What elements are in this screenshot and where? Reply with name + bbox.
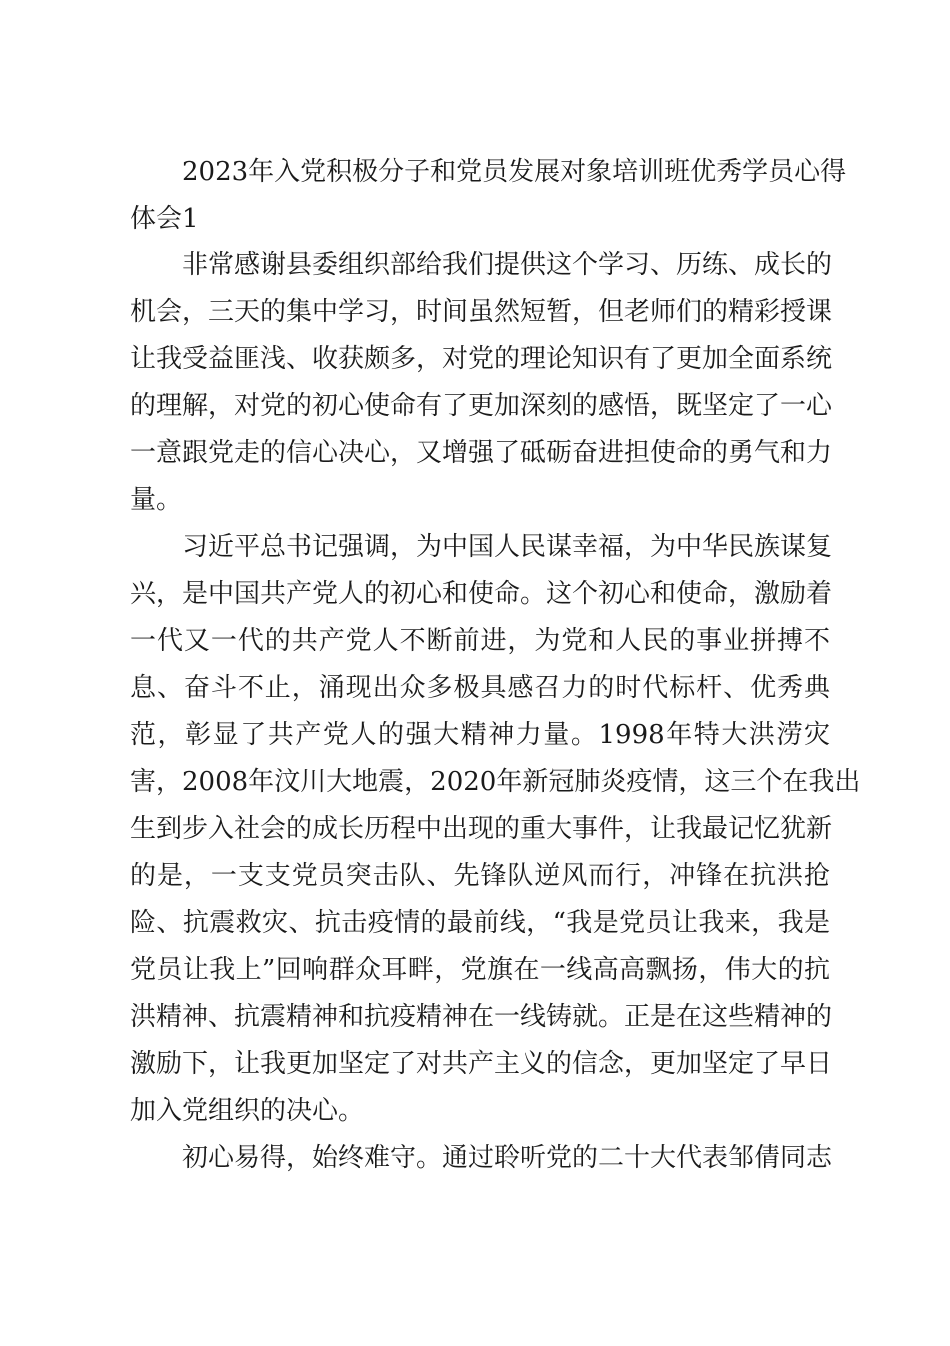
paragraph-2-line-10: 党员让我上”回响群众耳畔，党旗在一线高高飘扬，伟大的抗 [130, 955, 830, 985]
paragraph-2-line-9: 险、抗震救灾、抗击疫情的最前线，“我是党员让我来，我是 [130, 908, 830, 938]
document-title-line-1: 2023年入党积极分子和党员发展对象培训班优秀学员心得 [182, 157, 847, 187]
paragraph-2-line-2: 兴，是中国共产党人的初心和使命。这个初心和使命，激励着 [130, 579, 833, 609]
paragraph-2-line-11: 洪精神、抗震精神和抗疫精神在一线铸就。正是在这些精神的 [130, 1002, 833, 1032]
paragraph-2-line-7: 生到步入社会的成长历程中出现的重大事件，让我最记忆犹新 [130, 814, 833, 844]
paragraph-1-line-4: 的理解，对党的初心使命有了更加深刻的感悟，既坚定了一心 [130, 391, 833, 421]
paragraph-2-line-6: 害，2008年汶川大地震，2020年新冠肺炎疫情，这三个在我出 [130, 767, 861, 797]
paragraph-1-line-1: 非常感谢县委组织部给我们提供这个学习、历练、成长的 [182, 250, 833, 280]
paragraph-1-line-2: 机会，三天的集中学习，时间虽然短暂，但老师们的精彩授课 [130, 297, 833, 327]
paragraph-2-line-1: 习近平总书记强调，为中国人民谋幸福，为中华民族谋复 [182, 532, 833, 562]
paragraph-3-line-1: 初心易得，始终难守。通过聆听党的二十大代表邹倩同志 [182, 1143, 833, 1173]
document-title-line-2: 体会1 [130, 204, 199, 234]
paragraph-1-line-3: 让我受益匪浅、收获颇多，对党的理论知识有了更加全面系统 [130, 344, 833, 374]
paragraph-2-line-12: 激励下，让我更加坚定了对共产主义的信念，更加坚定了早日 [130, 1049, 833, 1079]
paragraph-2-line-8: 的是，一支支党员突击队、先锋队逆风而行，冲锋在抗洪抢 [130, 861, 830, 891]
paragraph-2-line-3: 一代又一代的共产党人不断前进，为党和人民的事业拼搏不 [130, 626, 830, 656]
paragraph-2-line-13: 加入党组织的决心。 [130, 1096, 365, 1126]
paragraph-1-line-5: 一意跟党走的信心决心，又增强了砥砺奋进担使命的勇气和力 [130, 438, 833, 468]
paragraph-2-line-4: 息、奋斗不止，涌现出众多极具感召力的时代标杆、优秀典 [130, 673, 830, 703]
paragraph-2-line-5: 范，彰显了共产党人的强大精神力量。1998年特大洪涝灾 [130, 720, 830, 750]
paragraph-1-line-6: 量。 [130, 485, 183, 515]
